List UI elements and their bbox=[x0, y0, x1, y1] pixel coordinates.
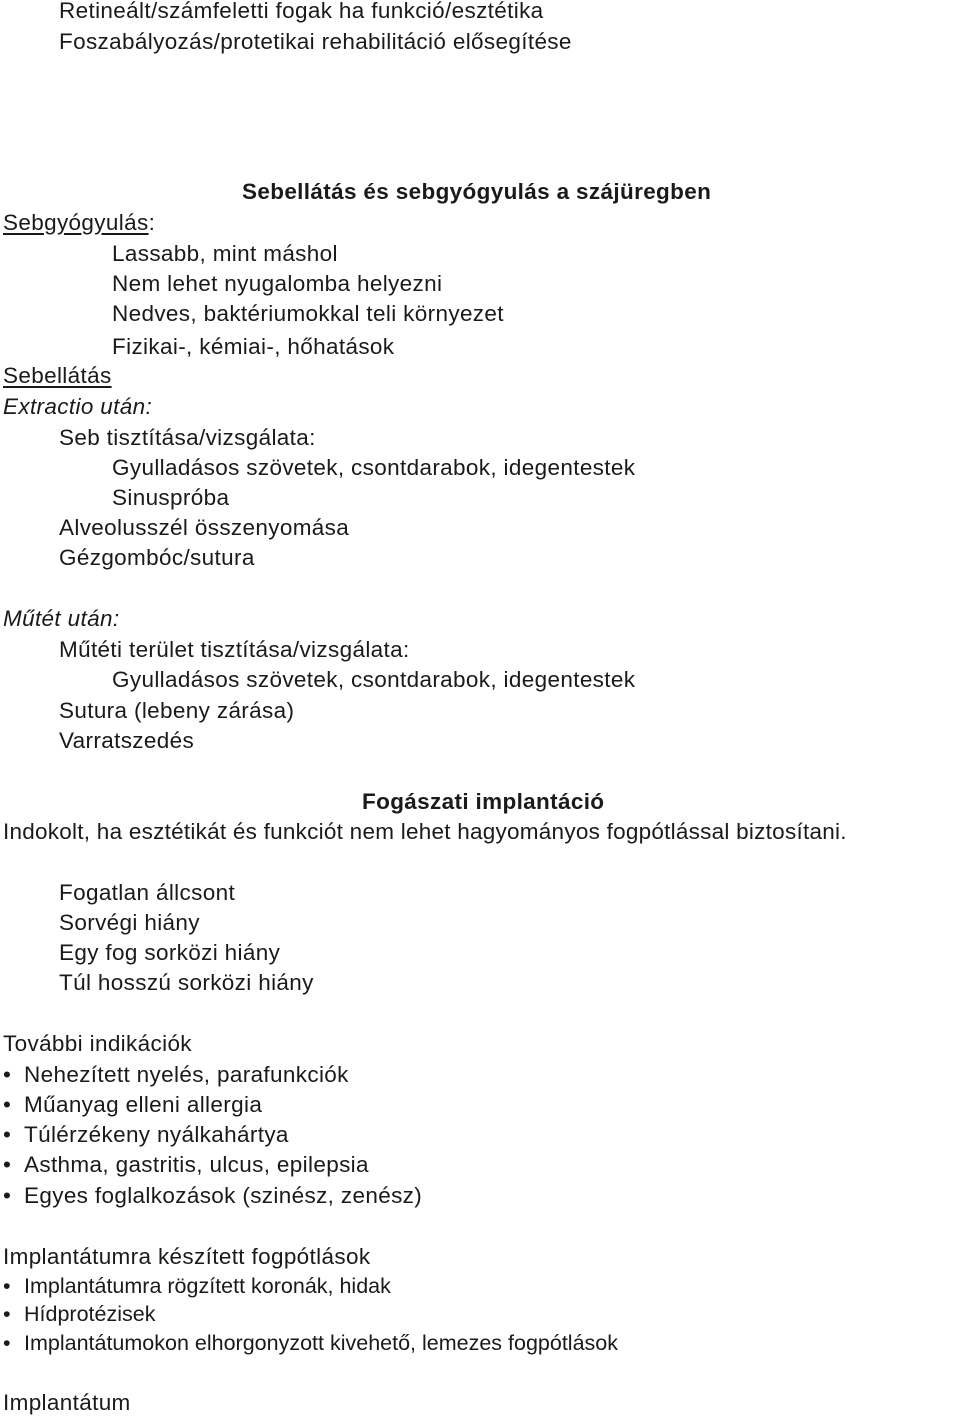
list-item: Nem lehet nyugalomba helyezni bbox=[112, 271, 443, 296]
bullet-icon: • bbox=[3, 1092, 12, 1117]
bullet-text: Egyes foglalkozások (szinész, zenész) bbox=[24, 1183, 423, 1208]
section-title: Fogászati implantáció bbox=[362, 789, 605, 814]
list-item: Túl hosszú sorközi hiány bbox=[59, 970, 314, 995]
list-item: Fogatlan állcsont bbox=[59, 880, 236, 905]
list-item: Seb tisztítása/vizsgálata: bbox=[59, 425, 316, 450]
intro-text: Indokolt, ha esztétikát és funkciót nem lehet hagyományos fogpótlással biztosítani. bbox=[3, 819, 847, 844]
list-item: Egy fog sorközi hiány bbox=[59, 940, 281, 965]
list-item: Fizikai-, kémiai-, hőhatások bbox=[112, 334, 395, 359]
list-item: Sutura (lebeny zárása) bbox=[59, 698, 295, 723]
list-item: Sinuspróba bbox=[112, 485, 230, 510]
list-item: Gyulladásos szövetek, csontdarabok, idegentestek bbox=[112, 455, 636, 480]
bullet-text: Túlérzékeny nyálkahártya bbox=[24, 1122, 289, 1147]
bullet-icon: • bbox=[3, 1274, 11, 1298]
bullet-text: Nehezített nyelés, parafunkciók bbox=[24, 1062, 349, 1087]
heading-healing-text: Sebgyógyulás bbox=[3, 210, 149, 235]
heading-prosthetics: Implantátumra készített fogpótlások bbox=[3, 1244, 371, 1269]
list-item: Alveolusszél összenyomása bbox=[59, 515, 350, 540]
list-item: Lassabb, mint máshol bbox=[112, 241, 338, 266]
subheading-extraction: Extractio után: bbox=[3, 394, 153, 419]
bullet-text: Implantátumra rögzített koronák, hidak bbox=[24, 1274, 391, 1298]
heading-further-indications: További indikációk bbox=[3, 1031, 192, 1056]
bullet-icon: • bbox=[3, 1122, 12, 1147]
bullet-text: Asthma, gastritis, ulcus, epilepsia bbox=[24, 1152, 369, 1177]
heading-care: Sebellátás bbox=[3, 363, 112, 388]
text-line: Foszabályozás/protetikai rehabilitáció elősegítése bbox=[59, 29, 572, 54]
list-item: Nedves, baktériumokkal teli környezet bbox=[112, 301, 504, 326]
heading-healing bbox=[3, 209, 155, 237]
bullet-text: Hídprotézisek bbox=[24, 1302, 156, 1326]
list-item: Sorvégi hiány bbox=[59, 910, 200, 935]
bullet-text: Implantátumokon elhorgonyzott kivehető, lemezes fogpótlások bbox=[24, 1331, 618, 1355]
list-item: Műtéti terület tisztítása/vizsgálata: bbox=[59, 637, 410, 662]
list-item: Gyulladásos szövetek, csontdarabok, idegentestek bbox=[112, 667, 636, 692]
bullet-icon: • bbox=[3, 1183, 12, 1208]
bullet-icon: • bbox=[3, 1331, 11, 1355]
heading-implant: Implantátum bbox=[3, 1390, 131, 1415]
list-item: Varratszedés bbox=[59, 728, 195, 753]
heading-colon: : bbox=[148, 210, 156, 235]
bullet-icon: • bbox=[3, 1302, 11, 1326]
subheading-surgery: Műtét után: bbox=[3, 606, 120, 631]
bullet-icon: • bbox=[3, 1152, 12, 1177]
section-title: Sebellátás és sebgyógyulás a szájüregben bbox=[242, 179, 712, 204]
text-line: Retineált/számfeletti fogak ha funkció/esztétika bbox=[59, 0, 544, 23]
bullet-text: Műanyag elleni allergia bbox=[24, 1092, 263, 1117]
bullet-icon: • bbox=[3, 1062, 12, 1087]
list-item: Gézgombóc/sutura bbox=[59, 545, 255, 570]
